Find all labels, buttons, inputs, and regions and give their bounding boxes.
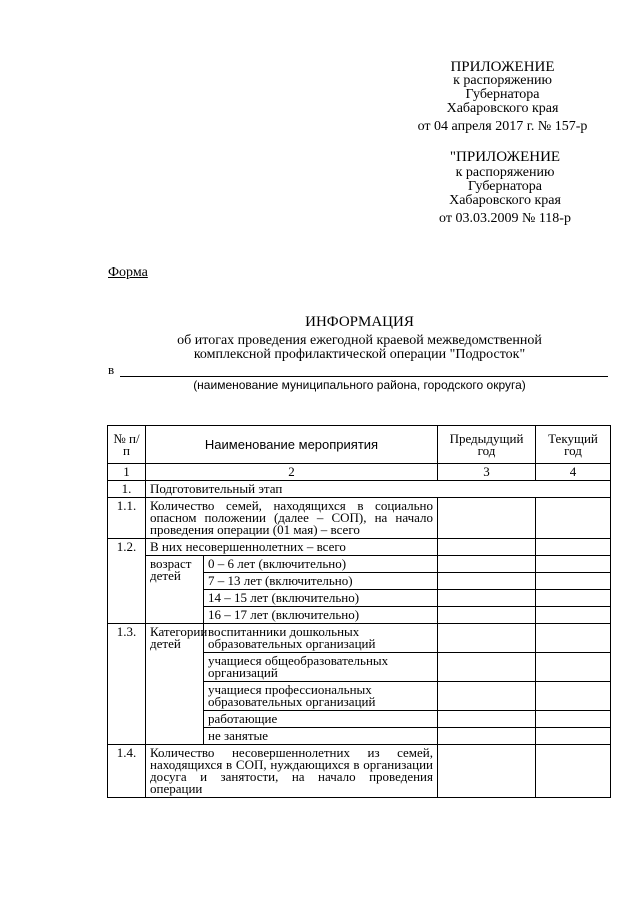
- row-text: не занятые: [204, 728, 438, 745]
- header-prev: Предыдущий год: [438, 426, 536, 464]
- value-cell: [438, 556, 536, 573]
- value-cell: [438, 728, 536, 745]
- appendix-title: ПРИЛОЖЕНИЕ: [450, 59, 555, 75]
- appendix-line: Губернатора: [465, 87, 540, 102]
- value-cell: [438, 498, 536, 539]
- appendix-date: от 03.03.2009 № 118-р: [439, 211, 571, 226]
- district-prefix: в: [108, 362, 115, 377]
- table-header-row: [108, 426, 611, 464]
- subtitle-line: комплексной профилактической операции "Подросток": [193, 347, 526, 362]
- appendix-line: Хабаровского края: [446, 101, 559, 116]
- value-cell: [438, 590, 536, 607]
- row-number: 1.: [108, 481, 146, 498]
- appendix-date: от 04 апреля 2017 г. № 157-р: [417, 119, 588, 134]
- value-cell: [536, 607, 611, 624]
- col-number: 2: [146, 464, 438, 481]
- row-text: Количество семей, находящихся в социально опасном положении (далее – СОП), на начало проведения операции (01 мая) – всего: [146, 498, 438, 539]
- value-cell: [536, 556, 611, 573]
- district-caption: (наименование муниципального района, городского округа): [193, 378, 526, 392]
- info-table: [107, 425, 611, 798]
- table-row: [108, 745, 611, 798]
- value-cell: [536, 573, 611, 590]
- appendix-line: Губернатора: [467, 179, 543, 194]
- appendix-line: Хабаровского края: [449, 193, 561, 208]
- form-label: Форма: [108, 265, 148, 280]
- table-row: [108, 539, 611, 556]
- row-text: 14 – 15 лет (включительно): [204, 590, 438, 607]
- col-number: 1: [108, 464, 146, 481]
- row-text: Подготовительный этап: [146, 481, 611, 498]
- row-text: 0 – 6 лет (включительно): [204, 556, 438, 573]
- value-cell: [536, 590, 611, 607]
- row-text: работающие: [204, 711, 438, 728]
- value-cell: [536, 711, 611, 728]
- document-subtitle: [108, 334, 611, 362]
- row-text: воспитанники дошкольных образовательных организаций: [204, 624, 438, 653]
- table-row: [108, 498, 611, 539]
- row-text: учащиеся общеобразовательных организаций: [204, 653, 438, 682]
- appendix-line: к распоряжению: [453, 73, 552, 88]
- value-cell: [438, 539, 536, 556]
- col-number: 4: [536, 464, 611, 481]
- appendix-current: [400, 60, 605, 134]
- row-text: 16 – 17 лет (включительно): [204, 607, 438, 624]
- appendix-title: "ПРИЛОЖЕНИЕ: [449, 149, 561, 165]
- value-cell: [438, 711, 536, 728]
- table-row: [108, 481, 611, 498]
- table-row: [108, 556, 611, 573]
- value-cell: [536, 624, 611, 653]
- value-cell: [438, 653, 536, 682]
- value-cell: [536, 728, 611, 745]
- row-text: В них несовершеннолетних – всего: [146, 539, 438, 556]
- document-title: ИНФОРМАЦИЯ: [305, 314, 414, 330]
- value-cell: [438, 573, 536, 590]
- column-number-row: [108, 464, 611, 481]
- row-number: 1.1.: [108, 498, 146, 539]
- row-number: 1.2.: [108, 539, 146, 624]
- row-text: Количество несовершеннолетних из семей, находящихся в СОП, нуждающихся в организации досуга и занятости, на начало проведения операции: [146, 745, 438, 798]
- table-row: [108, 624, 611, 653]
- row-text: 7 – 13 лет (включительно): [204, 573, 438, 590]
- value-cell: [438, 607, 536, 624]
- col-number: 3: [438, 464, 536, 481]
- header-num: № п/п: [108, 426, 146, 464]
- district-field: [108, 362, 608, 378]
- row-number: 1.3.: [108, 624, 146, 745]
- row-number: 1.4.: [108, 745, 146, 798]
- value-cell: [536, 653, 611, 682]
- row-text: учащиеся профессиональных образовательных организаций: [204, 682, 438, 711]
- district-underline: [120, 376, 608, 377]
- group-label: возраст детей: [146, 556, 204, 624]
- appendix-original: [420, 150, 590, 226]
- appendix-line: к распоряжению: [455, 165, 555, 180]
- value-cell: [438, 624, 536, 653]
- value-cell: [536, 745, 611, 798]
- subtitle-line: об итогах проведения ежегодной краевой межведомственной: [177, 333, 542, 348]
- header-name: Наименование мероприятия: [146, 426, 438, 464]
- header-curr: Текущий год: [536, 426, 611, 464]
- group-label: Категории детей: [146, 624, 204, 745]
- value-cell: [438, 682, 536, 711]
- value-cell: [536, 539, 611, 556]
- value-cell: [536, 498, 611, 539]
- value-cell: [438, 745, 536, 798]
- value-cell: [536, 682, 611, 711]
